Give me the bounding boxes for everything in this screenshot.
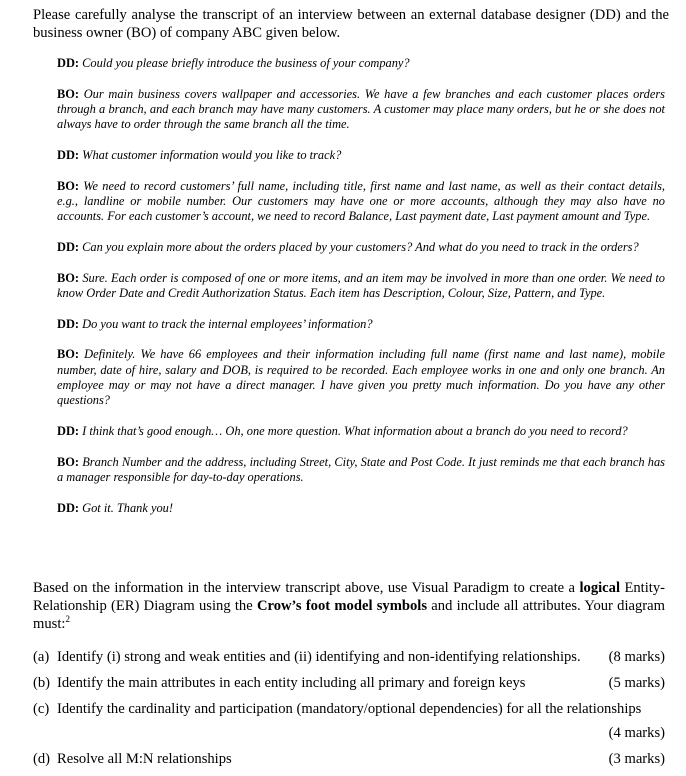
speaker-label: BO: (57, 86, 80, 101)
turn-text: Definitely. We have 66 employees and their information including full name (first name and last name), mobile number, date of hire, salary and DOB, is required to be recorded. Each employee works in one and only one branch. An employee may or may not have a direct manager. I have given you pretty much information. Do you have any other questions? (57, 347, 665, 408)
item-letter: (b) (33, 675, 51, 691)
item-letter: (a) (33, 649, 50, 665)
task-bold-logical: logical (579, 580, 621, 596)
speaker-label: DD: (57, 240, 80, 254)
speaker-label: BO: (57, 454, 80, 469)
transcript-turn (57, 56, 665, 71)
list-item (33, 674, 665, 692)
item-text: Identify (i) strong and weak entities and (ii) identifying and non-identifying relationships. (57, 649, 581, 665)
transcript-turn (57, 455, 665, 486)
item-marks: (5 marks) (608, 675, 665, 691)
task-paragraph (33, 579, 665, 633)
turn-text: Can you explain more about the orders placed by your customers? And what do you need to track in the orders? (79, 240, 639, 254)
speaker-label: BO: (57, 178, 80, 193)
transcript-turn (57, 179, 665, 225)
speaker-label: DD: (57, 148, 80, 162)
turn-text: Do you want to track the internal employees’ information? (79, 316, 373, 331)
transcript-turn (57, 501, 665, 516)
turn-text: Could you please briefly introduce the business of your company? (79, 56, 410, 70)
item-marks: (8 marks) (608, 649, 665, 665)
transcript-turn (57, 317, 665, 332)
footnote-marker: 2 (65, 614, 70, 625)
turn-text: Got it. Thank you! (79, 500, 173, 515)
list-item (33, 750, 665, 768)
intro-paragraph: Please carefully analyse the transcript of an interview between an external database designer (DD) and the business owner (BO) of company ABC given below. (33, 7, 669, 41)
item-marks: (3 marks) (608, 751, 665, 767)
transcript-turn (57, 271, 665, 302)
item-text: Identify the main attributes in each entity including all primary and foreign keys (57, 675, 526, 691)
task-text: Based on the information in the interview transcript above, use Visual Paradigm to create a (33, 580, 580, 596)
transcript-turn (57, 424, 665, 439)
transcript-turn (57, 148, 665, 163)
transcript-turn (57, 347, 665, 409)
item-body (57, 700, 665, 742)
speaker-label: DD: (57, 500, 80, 515)
item-text: Identify the cardinality and participation (mandatory/optional dependencies) for all the relationships (57, 701, 642, 717)
list-item (33, 648, 665, 666)
item-letter: (d) (33, 751, 51, 767)
turn-text: Sure. Each order is composed of one or more items, and an item may be involved in more than one order. We need to know Order Date and Credit Authorization Status. Each item has Description, Colour, Size, Pattern, and Type. (57, 270, 665, 300)
speaker-label: DD: (57, 316, 80, 331)
list-item (33, 700, 665, 742)
task-text: Entity-Relationship (ER) Diagram using the (33, 580, 665, 614)
speaker-label: DD: (57, 424, 80, 438)
speaker-label: BO: (57, 347, 80, 362)
item-marks: (4 marks) (608, 725, 665, 741)
task-text: and include all attributes. Your diagram must: (33, 598, 665, 632)
turn-text: We need to record customers’ full name, including title, first name and last name, as well as their contact details, e.g., landline or mobile number. Our customers may have one or more accounts, although they may also have no accounts. For each customer’s account, we need to record Balance, Last payment date, Last payment amount and Type. (57, 178, 665, 224)
transcript-turn (57, 240, 665, 255)
interview-transcript (57, 56, 665, 531)
item-letter: (c) (33, 701, 50, 717)
turn-text: Our main business covers wallpaper and accessories. We have a few branches and each customer places orders through a branch, and each branch may have many customers. A customer may place many orders, but he or she does not always have to order through the same branch all the time. (57, 86, 665, 132)
speaker-label: BO: (57, 270, 80, 285)
turn-text: What customer information would you like to track? (79, 148, 342, 162)
requirements-list (33, 648, 665, 776)
item-text: Resolve all M:N relationships (57, 751, 232, 767)
transcript-turn (57, 87, 665, 133)
turn-text: Branch Number and the address, including Street, City, State and Post Code. It just reminds me that each branch has a manager responsible for day-to-day operations. (57, 454, 665, 484)
task-bold-crows-foot: Crow’s foot model symbols (256, 598, 428, 614)
turn-text: I think that’s good enough… Oh, one more question. What information about a branch do you need to record? (79, 424, 628, 438)
speaker-label: DD: (57, 56, 80, 70)
